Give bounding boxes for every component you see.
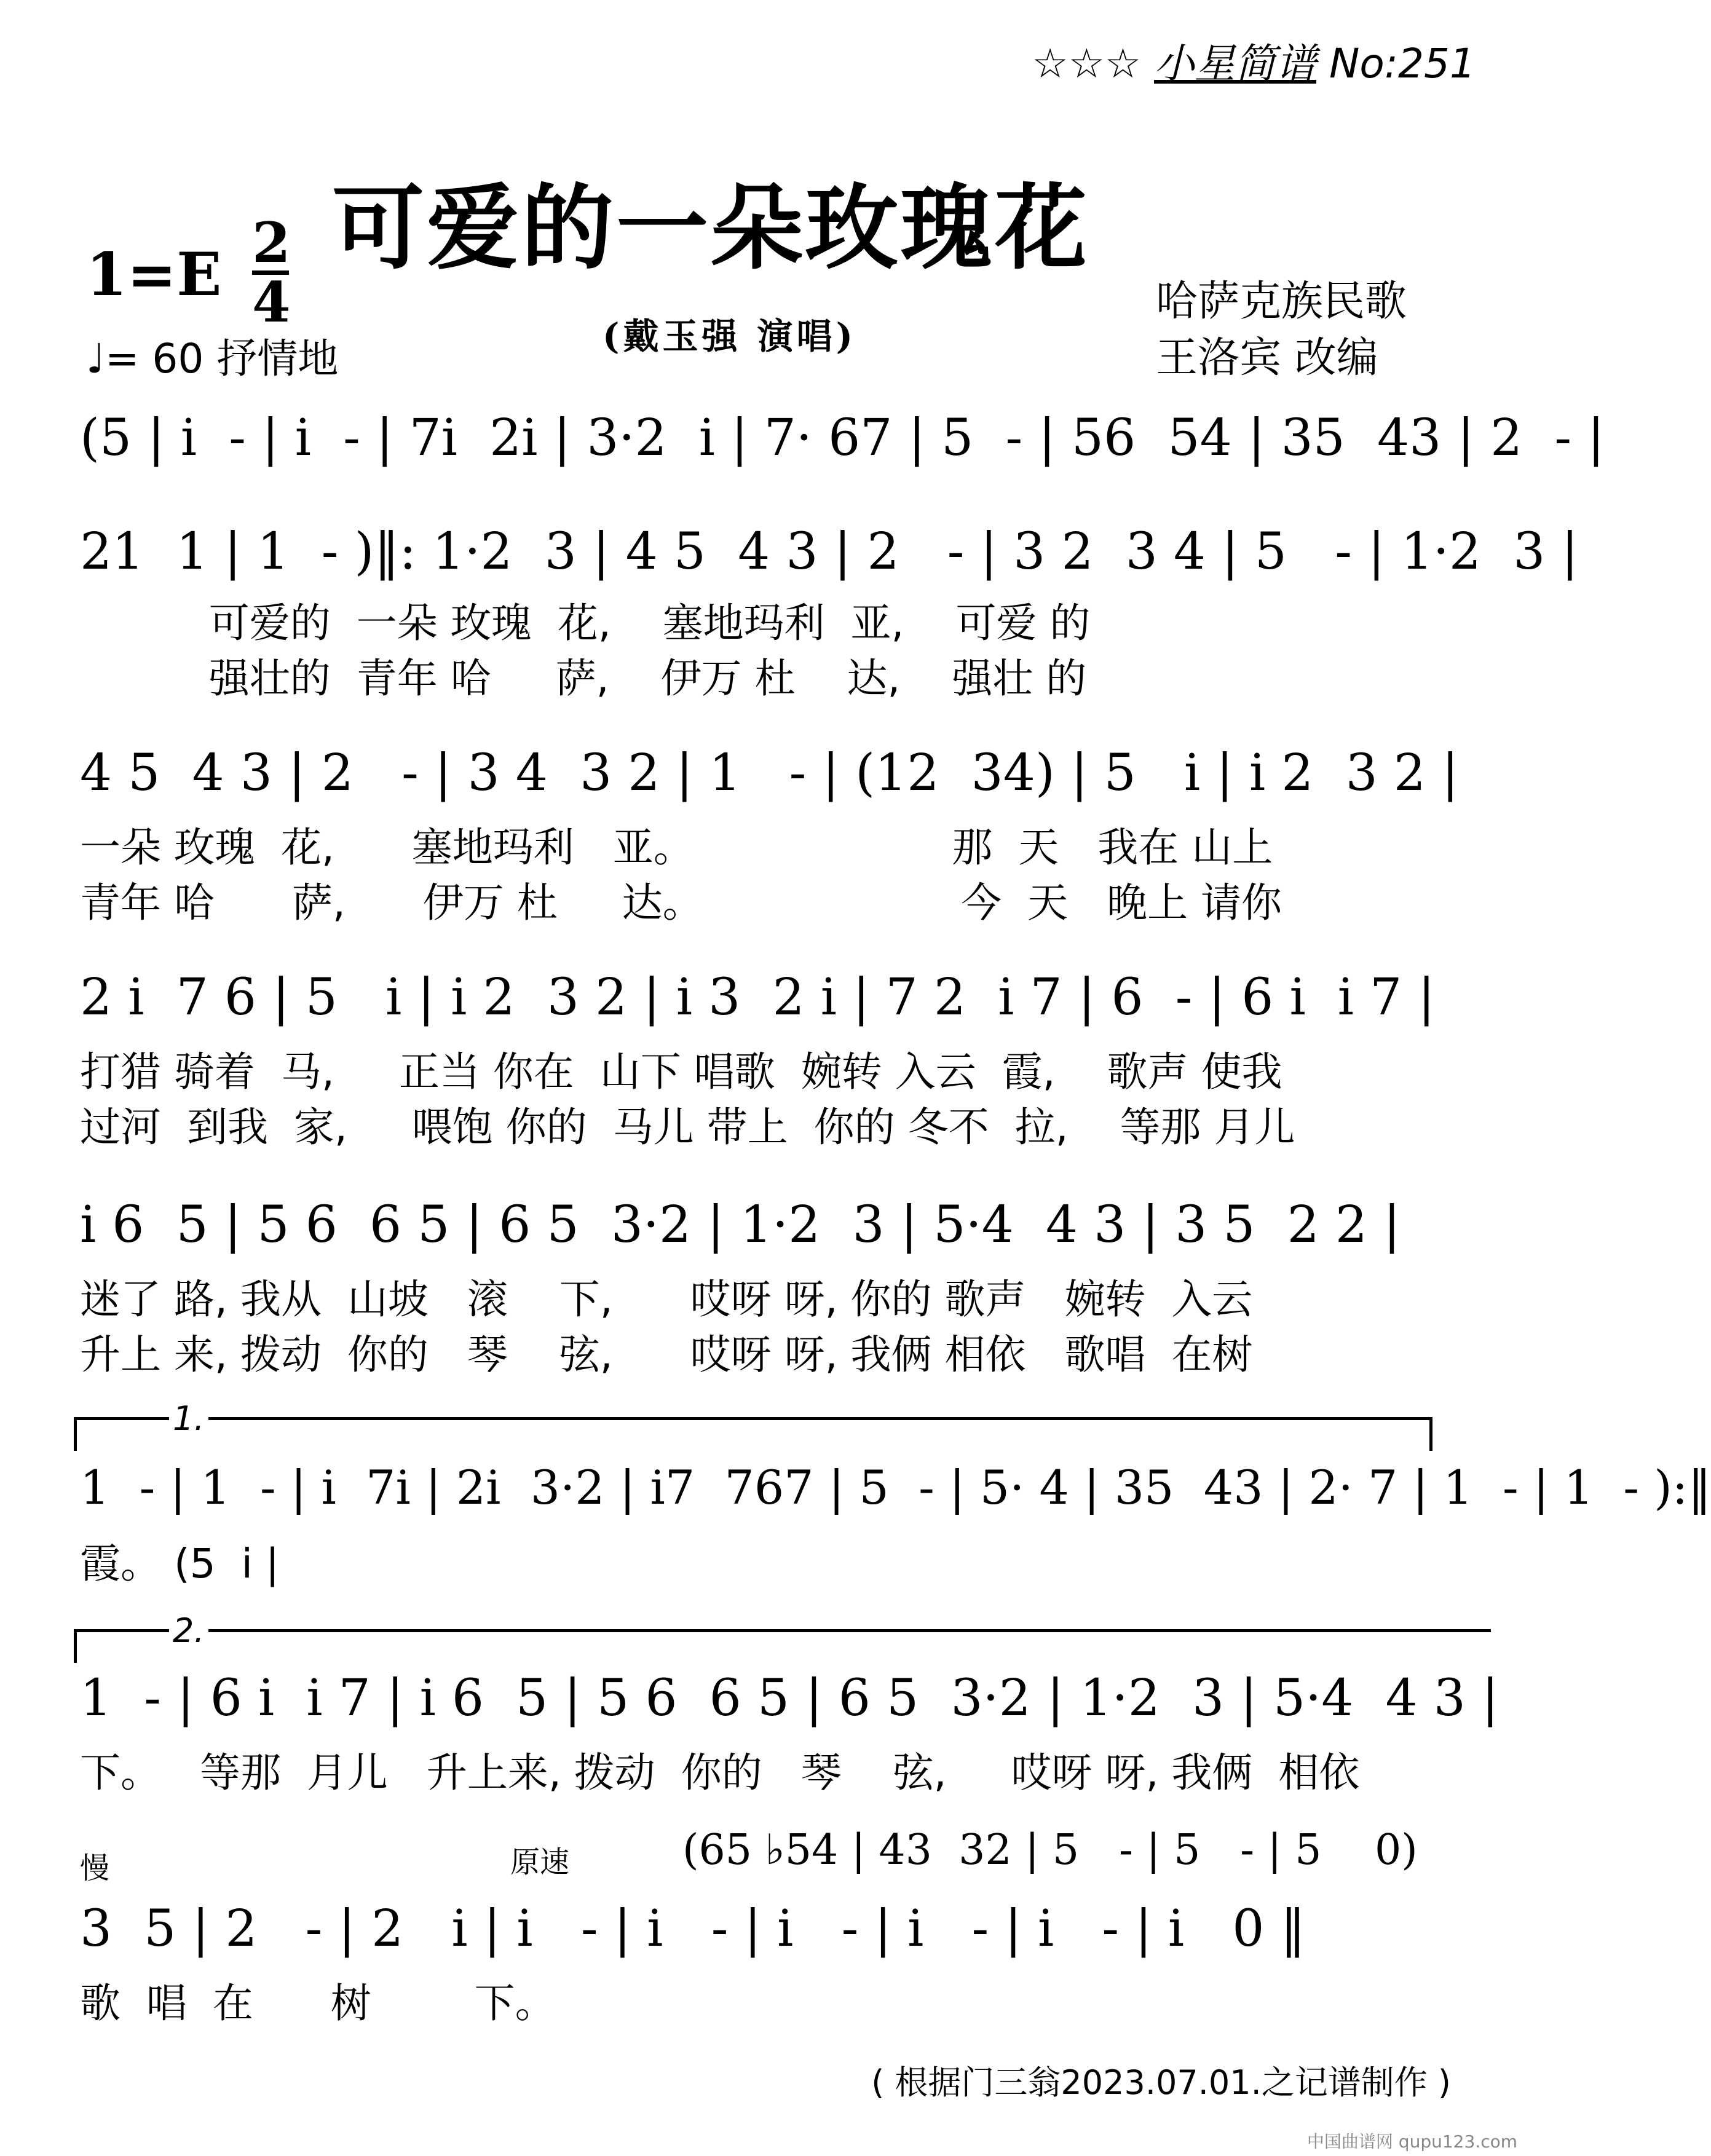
song-title: 可爱的一朵玫瑰花 xyxy=(332,175,1090,282)
notation-line-5: i 6 5 | 5 6 6 5 | 6 5 3·2 | 1·2 3 | 5·4 4 3 | 3 5 2 2 | xyxy=(80,1196,1401,1254)
meter-top: 2 xyxy=(252,210,291,275)
volta-bracket-1 xyxy=(74,1399,1432,1451)
mark-slow: 慢 xyxy=(80,1851,110,1886)
lyrics-line-5b: 升上 来, 拨动 你的 琴 弦, 哎呀 呀, 我俩 相依 歌唱 在树 xyxy=(80,1331,1253,1378)
watermark: 中国曲谱网 qupu123.com xyxy=(1306,2131,1517,2152)
volta-label-2: 2. xyxy=(169,1611,208,1650)
notation-line-1: (5 | i - | i - | 7i 2i | 3·2 i | 7· 67 | 5 - | 56 54 | 35 43 | 2 - | xyxy=(80,409,1605,467)
notation-line-8-upper: (65 ♭54 | 43 32 | 5 - | 5 - | 5 0) xyxy=(682,1826,1418,1874)
mark-original-tempo: 原速 xyxy=(510,1845,570,1879)
lyrics-line-2a: 可爱的 一朵 玫瑰 花, 塞地玛利 亚, 可爱 的 xyxy=(80,599,1091,647)
key-signature: 1=E xyxy=(86,240,222,309)
notation-line-7: 1 - | 6 i i 7 | i 6 5 | 5 6 6 5 | 6 5 3·2 | 1·2 3 | 5·4 4 3 | xyxy=(80,1669,1499,1728)
lyrics-line-2b: 强壮的 青年 哈 萨, 伊万 杜 达, 强壮 的 xyxy=(80,655,1087,702)
tag-number: No:251 xyxy=(1329,40,1476,87)
meter-bottom: 4 xyxy=(252,270,291,335)
lyrics-line-5a: 迷了 路, 我从 山坡 滚 下, 哎呀 呀, 你的 歌声 婉转 入云 xyxy=(80,1276,1253,1323)
lyrics-line-4a: 打猎 骑着 马, 正当 你在 山下 唱歌 婉转 入云 霞, 歌声 使我 xyxy=(80,1048,1282,1096)
lyrics-line-8a: 歌 唱 在 树 下。 xyxy=(80,1980,556,2027)
volta-label-1: 1. xyxy=(169,1399,208,1438)
origin-line-1: 哈萨克族民歌 xyxy=(1156,277,1407,326)
origin-credit xyxy=(1156,274,1407,387)
time-signature xyxy=(252,210,291,335)
tempo-marking: ♩= 60 抒情地 xyxy=(86,335,339,382)
notation-line-8: 3 5 | 2 - | 2 i | i - | i - | i - | i - | i - | i 0 ‖ xyxy=(80,1900,1306,1958)
origin-line-2: 王洛宾 改编 xyxy=(1156,334,1378,382)
tag-name[interactable]: 小星简谱 xyxy=(1154,40,1317,87)
lyrics-line-7a: 下。 等那 月儿 升上来, 拨动 你的 琴 弦, 哎呀 呀, 我俩 相依 xyxy=(80,1749,1360,1796)
lyrics-line-3a: 一朵 玫瑰 花, 塞地玛利 亚。 那 天 我在 山上 xyxy=(80,824,1273,871)
notation-line-2: 21 1 | 1 - )‖: 1·2 3 | 4 5 4 3 | 2 - | 3 2 3 4 | 5 - | 1·2 3 | xyxy=(80,523,1579,581)
notation-line-3: 4 5 4 3 | 2 - | 3 4 3 2 | 1 - | (12 34) | 5 i | i 2 3 2 | xyxy=(80,744,1459,802)
footer-note: ( 根据门三翁2023.07.01.之记谱制作 ) xyxy=(871,2063,1451,2102)
lyrics-line-3b: 青年 哈 萨, 伊万 杜 达。 今 天 晚上 请你 xyxy=(80,879,1282,926)
lyrics-line-6a: 霞。 (5 i | xyxy=(80,1540,280,1587)
volta-bracket-2 xyxy=(74,1611,1491,1663)
score-tag xyxy=(1032,31,1476,89)
lyrics-line-4b: 过河 到我 家, 喂饱 你的 马儿 带上 你的 冬不 拉, 等那 月儿 xyxy=(80,1104,1295,1151)
performer: (戴玉强 演唱) xyxy=(603,315,857,357)
notation-line-6: 1 - | 1 - | i 7i | 2i 3·2 | i7 767 | 5 - | 5· 4 | 35 43 | 2· 7 | 1 - | 1 - ):‖ xyxy=(80,1460,1711,1515)
tag-stars: ☆☆☆ xyxy=(1032,40,1142,87)
notation-line-4: 2 i 7 6 | 5 i | i 2 3 2 | i 3 2 i | 7 2 i 7 | 6 - | 6 i i 7 | xyxy=(80,968,1435,1027)
